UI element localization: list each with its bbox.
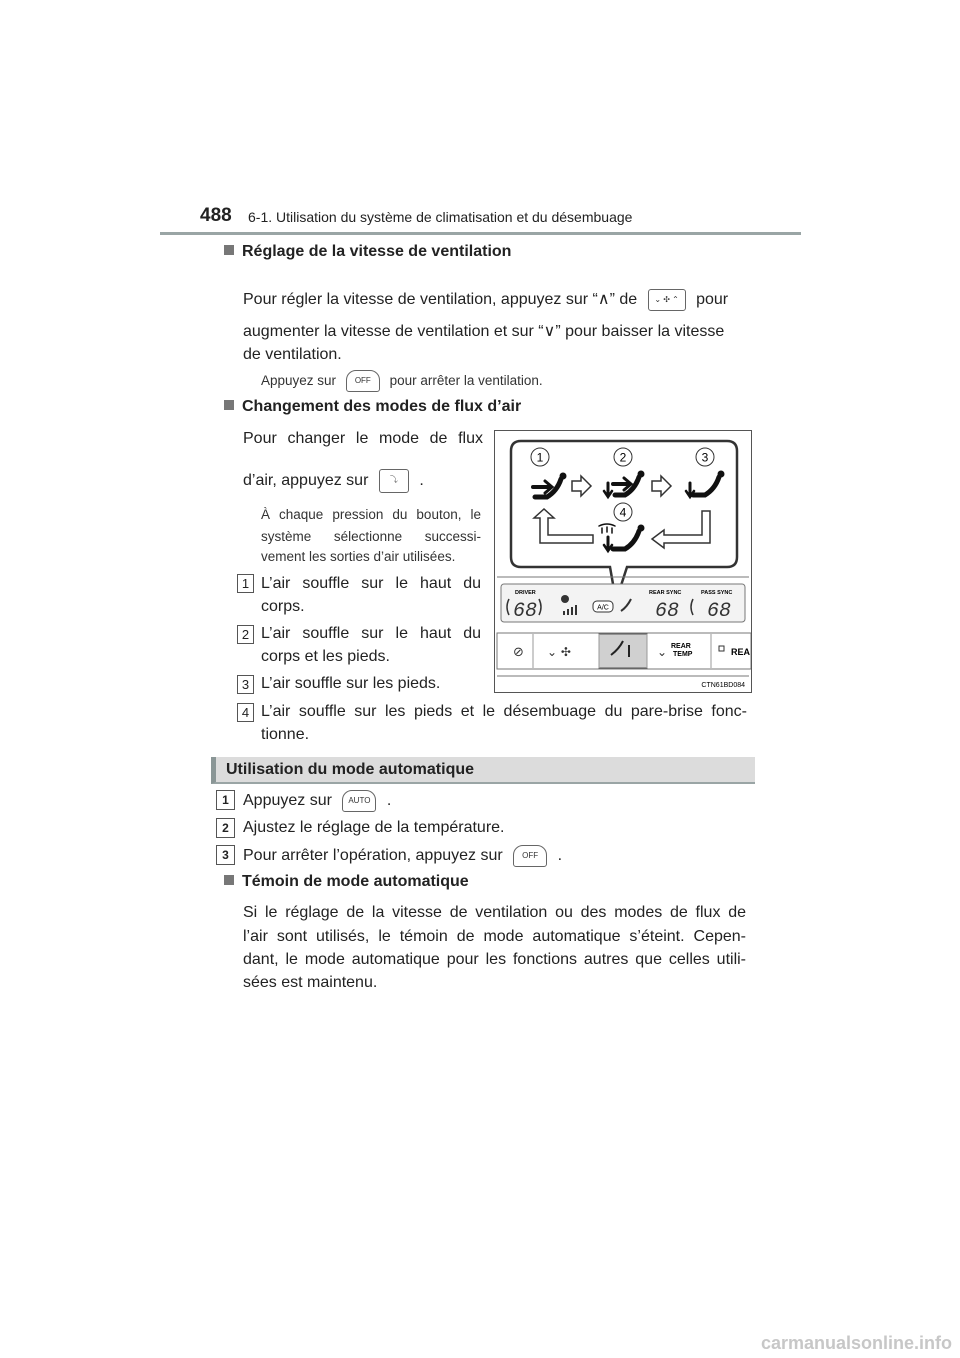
airflow-line-1: Pour changer le mode de flux	[243, 430, 483, 447]
list-number-1: 1	[237, 574, 254, 593]
airflow-diagram-svg	[495, 431, 751, 692]
list-number-3: 3	[237, 675, 254, 694]
auto-para-line-2: l’air sont utilisés, le témoin de mode automatique s’éteint. Cepen-	[243, 928, 746, 945]
auto-para-line-3: dant, le mode automatique pour les fonctions autres que celles utili-	[243, 951, 746, 968]
list-item-1-line-1: L’air souffle sur le haut du	[261, 575, 481, 592]
lcd-pass-sync-label: PASS SYNC	[701, 590, 733, 596]
lcd-rear-sync-label: REAR SYNC	[649, 590, 682, 596]
list-item-1-line-2: corps.	[261, 598, 305, 615]
square-bullet-icon	[224, 400, 234, 410]
svg-text:1: 1	[536, 450, 544, 465]
lcd-rear-temp: 68	[655, 600, 680, 623]
circle-label-2	[614, 448, 632, 466]
list-item-4-line-2: tionne.	[261, 726, 310, 743]
fan-speed-heading: Réglage de la vitesse de ventilation	[224, 243, 511, 261]
step-number-3: 3	[216, 845, 235, 865]
chapter-title: 6-1. Utilisation du système de climatisation et du désembuage	[248, 209, 633, 225]
airflow-modes-figure	[494, 430, 752, 693]
airflow-note-3: vement les sorties d’air utilisées.	[261, 549, 456, 564]
airflow-line-2: d’air, appuyez sur ⤵ .	[243, 465, 424, 496]
figure-code: CTN61BD084	[701, 682, 745, 689]
auto-mode-section-bar	[211, 757, 755, 784]
circle-label-3	[696, 448, 714, 466]
auto-indicator-heading: Témoin de mode automatique	[224, 873, 469, 891]
lcd-passenger-temp: 68	[707, 600, 732, 623]
svg-text:⌄: ⌄	[657, 645, 668, 659]
auto-mode-section-title: Utilisation du mode automatique	[226, 761, 475, 778]
step-1-text: Appuyez sur AUTO .	[243, 785, 391, 816]
fan-speed-line-2: augmenter la vitesse de ventilation et sur “∨” pour baisser la vitesse	[243, 323, 725, 340]
list-item-3-line-1: L’air souffle sur les pieds.	[261, 675, 441, 692]
header-rule	[160, 232, 801, 235]
lcd-driver-temp: 68	[513, 600, 538, 623]
off-button-icon: OFF	[346, 370, 380, 392]
list-item-2-line-2: corps et les pieds.	[261, 648, 390, 665]
lcd-fan-icon	[561, 595, 569, 603]
list-number-4: 4	[237, 703, 254, 722]
auto-para-line-4: sées est maintenu.	[243, 974, 378, 991]
airflow-heading: Changement des modes de flux d’air	[224, 398, 521, 416]
airflow-note-1: À chaque pression du bouton, le	[261, 507, 481, 522]
rear-temp-label-1: REAR	[671, 643, 691, 650]
fan-speed-line-1: Pour régler la vitesse de ventilation, appuyez sur “∧” de ⌄ ✣ ⌃ pour	[243, 284, 753, 315]
list-number-2: 2	[237, 625, 254, 644]
page-number: 488	[200, 205, 232, 226]
airflow-mode-button-icon: ⤵	[379, 469, 409, 493]
off-button-icon: OFF	[513, 845, 547, 867]
fan-off-note: Appuyez sur OFF pour arrêter la ventilation.	[261, 370, 543, 392]
step-2-text: Ajustez le réglage de la température.	[243, 819, 505, 836]
svg-text:4: 4	[619, 505, 627, 520]
svg-text:3: 3	[701, 450, 709, 465]
auto-para-line-1: Si le réglage de la vitesse de ventilation ou des modes de flux de	[243, 904, 746, 921]
fan-speed-button-icon: ⌄ ✣ ⌃	[648, 289, 686, 311]
fan-down-up-icon: ⌄ ✣	[547, 645, 571, 659]
fan-speed-line-3: de ventilation.	[243, 346, 342, 363]
airflow-note-2: système sélectionne successi-	[261, 529, 481, 544]
circle-label-1	[531, 448, 549, 466]
svg-text:A/C: A/C	[597, 604, 609, 612]
circle-label-4	[614, 503, 632, 521]
step-3-text: Pour arrêter l’opération, appuyez sur OFF .	[243, 840, 562, 871]
rear-button-label: REA	[731, 647, 751, 657]
svg-text:⊘: ⊘	[513, 645, 524, 660]
lcd-driver-label: DRIVER	[515, 590, 536, 596]
step-number-2: 2	[216, 818, 235, 838]
watermark: carmanualsonline.info	[760, 1333, 952, 1353]
svg-text:2: 2	[619, 450, 627, 465]
auto-button-icon: AUTO	[342, 790, 376, 812]
step-number-1: 1	[216, 790, 235, 810]
airflow-mode-button-highlighted	[599, 634, 647, 668]
square-bullet-icon	[224, 875, 234, 885]
rear-temp-label-2: TEMP	[673, 651, 693, 658]
square-bullet-icon	[224, 245, 234, 255]
list-item-2-line-1: L’air souffle sur le haut du	[261, 625, 481, 642]
list-item-4-line-1: L’air souffle sur les pieds et le désembuage du pare-brise fonc-	[261, 703, 747, 720]
